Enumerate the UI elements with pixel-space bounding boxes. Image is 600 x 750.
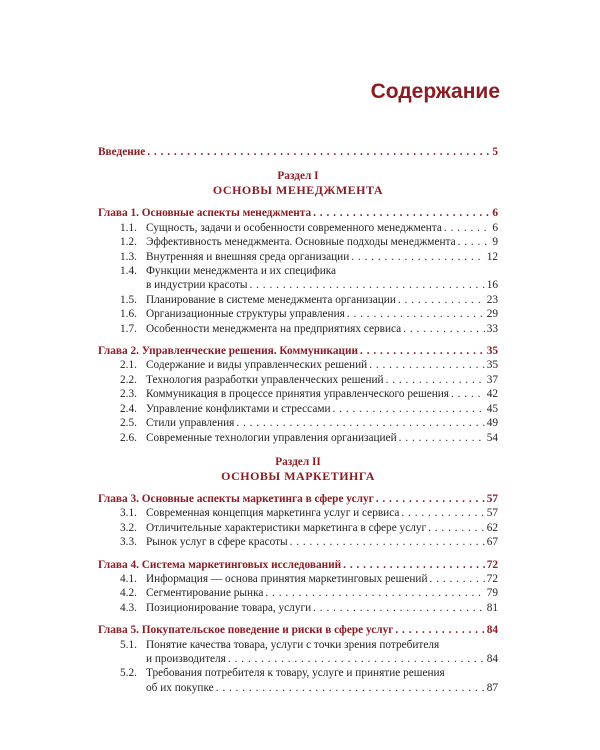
item-page: 42 bbox=[486, 388, 498, 401]
leader-dots bbox=[430, 572, 485, 586]
leader-dots bbox=[250, 278, 485, 292]
item-number: 5.1. bbox=[120, 638, 137, 651]
toc-item[interactable] bbox=[98, 402, 498, 416]
item-page: 33 bbox=[486, 322, 498, 335]
chapter-page: 84 bbox=[486, 624, 498, 637]
leader-dots bbox=[399, 431, 485, 445]
item-page: 12 bbox=[486, 250, 498, 263]
toc-item[interactable] bbox=[98, 535, 498, 549]
leader-dots bbox=[236, 416, 484, 430]
item-text: Понятие качества товара, услуги с точки зрения потребителя bbox=[146, 638, 440, 651]
item-page: 57 bbox=[486, 507, 498, 520]
leader-dots bbox=[369, 358, 485, 372]
item-number: 3.3. bbox=[120, 536, 137, 549]
toc-item[interactable] bbox=[98, 586, 498, 600]
item-text: Функции менеджмента и их специфика bbox=[146, 265, 337, 278]
item-text-cont: об их покупке bbox=[146, 681, 214, 694]
item-number: 2.1. bbox=[120, 359, 137, 372]
section-label: Раздел I bbox=[277, 170, 319, 183]
leader-dots bbox=[395, 623, 484, 637]
toc-item[interactable] bbox=[98, 521, 498, 535]
leader-dots bbox=[428, 521, 485, 535]
item-page: 29 bbox=[486, 308, 498, 321]
item-text: Позиционирование товара, услуги bbox=[146, 601, 312, 614]
leader-dots bbox=[351, 250, 484, 264]
leader-dots bbox=[401, 506, 484, 520]
toc-item[interactable] bbox=[98, 307, 498, 321]
toc-item-first-line[interactable] bbox=[98, 666, 498, 680]
toc-intro[interactable] bbox=[98, 145, 498, 159]
item-page: 54 bbox=[486, 431, 498, 444]
item-text: Планирование в системе менеджмента организации bbox=[146, 293, 396, 306]
item-number: 3.1. bbox=[120, 507, 137, 520]
chapter-entry[interactable] bbox=[98, 623, 498, 637]
item-page: 62 bbox=[486, 521, 498, 534]
leader-dots bbox=[333, 402, 485, 416]
item-page: 9 bbox=[492, 236, 498, 249]
item-number: 1.4. bbox=[120, 265, 137, 278]
item-page: 49 bbox=[486, 417, 498, 430]
toc-item[interactable] bbox=[98, 506, 498, 520]
leader-dots bbox=[386, 373, 485, 387]
item-page: 84 bbox=[486, 652, 498, 665]
item-number: 5.2. bbox=[120, 667, 137, 680]
chapter-page: 72 bbox=[486, 558, 498, 571]
item-text: Информация — основа принятия маркетинговых решений bbox=[146, 572, 428, 585]
chapter-page: 6 bbox=[492, 207, 498, 220]
toc-item[interactable] bbox=[98, 221, 498, 235]
item-text-cont: и производителя bbox=[146, 652, 226, 665]
item-page: 23 bbox=[486, 293, 498, 306]
item-number: 2.3. bbox=[120, 388, 137, 401]
toc-item[interactable] bbox=[98, 431, 498, 445]
toc-item[interactable] bbox=[98, 572, 498, 586]
item-page: 87 bbox=[486, 681, 498, 694]
item-page: 6 bbox=[492, 221, 498, 234]
item-text: Сегментирование рынка bbox=[146, 587, 264, 600]
item-number: 1.3. bbox=[120, 250, 137, 263]
leader-dots bbox=[458, 235, 491, 249]
item-text: Отличительные характеристики маркетинга в сфере услуг bbox=[146, 521, 427, 534]
item-number: 2.6. bbox=[120, 431, 137, 444]
toc-item[interactable] bbox=[98, 235, 498, 249]
toc-item-first-line[interactable] bbox=[98, 638, 498, 652]
item-page: 81 bbox=[486, 601, 498, 614]
toc-item[interactable] bbox=[98, 387, 498, 401]
toc-item-continuation[interactable] bbox=[98, 278, 498, 292]
section-name: ОСНОВЫ МЕНЕДЖМЕНТА bbox=[212, 183, 384, 198]
item-text: Особенности менеджмента на предприятиях сервиса bbox=[146, 322, 402, 335]
item-text: Требования потребителя к товару, услуге и принятие решения bbox=[146, 667, 445, 680]
chapter-entry[interactable] bbox=[98, 344, 498, 358]
toc-item[interactable] bbox=[98, 358, 498, 372]
item-number: 1.5. bbox=[120, 293, 137, 306]
item-number: 1.6. bbox=[120, 308, 137, 321]
toc-item-continuation[interactable] bbox=[98, 681, 498, 695]
item-text: Стили управления bbox=[146, 417, 235, 430]
section-heading bbox=[98, 169, 498, 198]
item-text: Организационные структуры управления bbox=[146, 308, 345, 321]
item-page: 79 bbox=[486, 587, 498, 600]
toc-item-continuation[interactable] bbox=[98, 652, 498, 666]
table-of-contents bbox=[98, 145, 498, 695]
leader-dots bbox=[347, 307, 485, 321]
leader-dots bbox=[216, 681, 485, 695]
item-text: Управление конфликтами и стрессами bbox=[146, 402, 331, 415]
item-page: 45 bbox=[486, 402, 498, 415]
item-page: 37 bbox=[486, 373, 498, 386]
item-text: Эффективность менеджмента. Основные подходы менеджмента bbox=[146, 236, 456, 249]
toc-item-first-line[interactable] bbox=[98, 264, 498, 278]
item-number: 1.2. bbox=[120, 236, 137, 249]
toc-item[interactable] bbox=[98, 250, 498, 264]
leader-dots bbox=[451, 387, 485, 401]
item-number: 4.3. bbox=[120, 601, 137, 614]
chapter-entry[interactable] bbox=[98, 206, 498, 220]
item-text-cont: в индустрии красоты bbox=[146, 279, 248, 292]
chapter-title: Глава 4. Система маркетинговых исследований bbox=[98, 558, 342, 571]
item-number: 2.4. bbox=[120, 402, 137, 415]
chapter-title: Глава 3. Основные аспекты маркетинга в сфере услуг bbox=[98, 492, 374, 505]
leader-dots bbox=[290, 535, 485, 549]
chapter-title: Глава 1. Основные аспекты менеджмента bbox=[98, 207, 312, 220]
page-title: Содержание bbox=[370, 80, 500, 103]
leader-dots bbox=[444, 221, 490, 235]
leader-dots bbox=[228, 652, 485, 666]
leader-dots bbox=[403, 322, 485, 336]
item-text: Технология разработки управленческих решений bbox=[146, 373, 384, 386]
leader-dots bbox=[376, 492, 485, 506]
toc-item[interactable] bbox=[98, 293, 498, 307]
item-number: 1.7. bbox=[120, 322, 137, 335]
item-text: Коммуникация в процессе принятия управленческого решения bbox=[146, 388, 449, 401]
leader-dots bbox=[147, 145, 490, 159]
item-page: 67 bbox=[486, 536, 498, 549]
chapter-page: 57 bbox=[486, 492, 498, 505]
toc-item[interactable] bbox=[98, 373, 498, 387]
item-text: Внутренняя и внешняя среда организации bbox=[146, 250, 350, 263]
item-number: 4.1. bbox=[120, 572, 137, 585]
item-number: 1.1. bbox=[120, 221, 137, 234]
chapter-title: Глава 2. Управленческие решения. Коммуникации bbox=[98, 345, 359, 358]
section-label: Раздел II bbox=[275, 455, 321, 468]
item-text: Современная концепция маркетинга услуг и сервиса bbox=[146, 507, 400, 520]
item-page: 35 bbox=[486, 359, 498, 372]
item-page: 16 bbox=[486, 279, 498, 292]
toc-item[interactable] bbox=[98, 322, 498, 336]
leader-dots bbox=[313, 206, 490, 220]
item-number: 2.5. bbox=[120, 417, 137, 430]
toc-item[interactable] bbox=[98, 416, 498, 430]
item-number: 2.2. bbox=[120, 373, 137, 386]
leader-dots bbox=[343, 558, 485, 572]
item-text: Содержание и виды управленческих решений bbox=[146, 359, 368, 372]
item-text: Рынок услуг в сфере красоты bbox=[146, 536, 288, 549]
item-text: Сущность, задачи и особенности современного менеджмента bbox=[146, 221, 442, 234]
item-text: Современные технологии управления организацией bbox=[146, 431, 397, 444]
item-number: 4.2. bbox=[120, 587, 137, 600]
section-heading bbox=[98, 455, 498, 484]
section-name: ОСНОВЫ МАРКЕТИНГА bbox=[221, 468, 375, 483]
leader-dots bbox=[398, 293, 485, 307]
intro-label: Введение bbox=[98, 146, 146, 158]
intro-page: 5 bbox=[492, 146, 498, 158]
item-page: 72 bbox=[486, 572, 498, 585]
chapter-entry[interactable] bbox=[98, 558, 498, 572]
leader-dots bbox=[360, 344, 485, 358]
toc-item[interactable] bbox=[98, 601, 498, 615]
chapter-title: Глава 5. Покупательское поведение и риски в сфере услуг bbox=[98, 624, 394, 637]
chapter-entry[interactable] bbox=[98, 492, 498, 506]
leader-dots bbox=[265, 586, 484, 600]
item-number: 3.2. bbox=[120, 521, 137, 534]
chapter-page: 35 bbox=[486, 345, 498, 358]
leader-dots bbox=[313, 601, 485, 615]
